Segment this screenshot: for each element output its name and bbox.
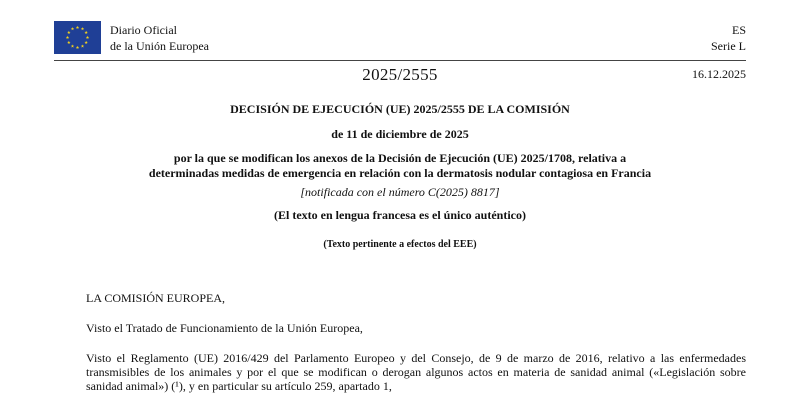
journal-name-line1: Diario Oficial: [110, 23, 177, 37]
document-number: 2025/2555: [362, 65, 438, 84]
notification-number: [notificada con el número C(2025) 8817]: [300, 185, 500, 199]
eu-flag-icon: [54, 21, 101, 54]
body-paragraph-commission: LA COMISIÓN EUROPEA,: [86, 291, 226, 305]
eee-relevance-note: (Texto pertinente a efectos del EEE): [323, 239, 477, 250]
authentic-language-note: (El texto en lengua francesa es el único auténtico): [274, 208, 526, 222]
eu-flag-stars: [54, 21, 101, 54]
title-block: [54, 101, 746, 252]
header-divider: [54, 60, 746, 61]
series-label: Serie L: [711, 39, 746, 53]
journal-name-line2: de la Unión Europea: [110, 39, 209, 53]
decision-subject-line1: por la que se modifican los anexos de la Decisión de Ejecución (UE) 2025/1708, relativa a: [173, 151, 627, 165]
language-code: ES: [731, 23, 746, 37]
publication-date: 16.12.2025: [692, 67, 746, 81]
body-paragraph-treaty: Visto el Tratado de Funcionamiento de la Unión Europea,: [86, 321, 363, 335]
journal-name: [110, 22, 209, 54]
decision-date: de 11 de diciembre de 2025: [331, 127, 469, 141]
decision-title: DECISIÓN DE EJECUCIÓN (UE) 2025/2555 DE LA COMISIÓN: [230, 102, 570, 116]
language-series: [711, 22, 746, 54]
decision-subject-line2: determinadas medidas de emergencia en relación con la dermatosis nodular contagiosa en Francia: [148, 166, 652, 180]
body-paragraph-regulation: Visto el Reglamento (UE) 2016/429 del Parlamento Europeo y del Consejo, de 9 de marzo de 2016, relativo a las enfermedades transmisibles de los animales y por el que se modifican o derogan algunos actos en materia de sanidad animal («Legislación sobre sanidad animal») (¹), y en particular su artículo 259, apartado 1,: [86, 351, 746, 393]
